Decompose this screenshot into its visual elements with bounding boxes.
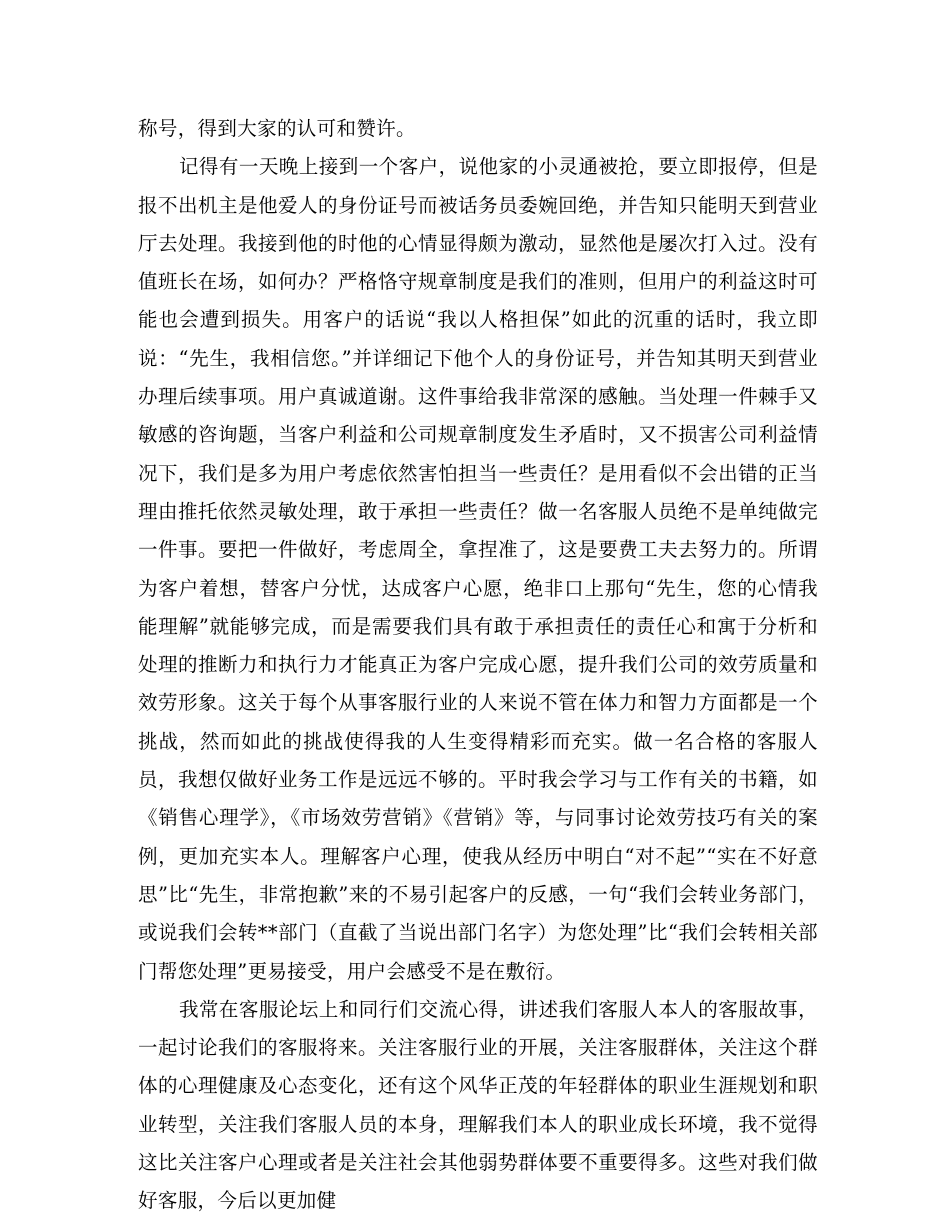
document-body: [138, 110, 818, 1221]
paragraph-forum-exchange: 我常在客服论坛上和同行们交流心得，讲述我们客服人本人的客服故事，一起讨论我们的客服将来。关注客服行业的开展，关注客服群体，关注这个群体的心理健康及心态变化，还有这个风华正茂的年轻群体的职业生涯规划和职业转型，关注我们客服人员的本身，理解我们本人的职业成长环境，我不觉得这比关注客户心理或者是关注社会其他弱势群体要不重要得多。这些对我们做好客服，今后以更加健: [138, 997, 818, 1213]
paragraph-customer-story: 记得有一天晚上接到一个客户，说他家的小灵通被抢，要立即报停，但是报不出机主是他爱人的身份证号而被话务员委婉回绝，并告知只能明天到营业厅去处理。我接到他的时他的心情显得颇为激动，显然他是屡次打入过。没有值班长在场，如何办？严格恪守规章制度是我们的准则，但用户的利益这时可能也会遭到损失。用客户的话说“我以人格担保”如此的沉重的话时，我立即说：“先生，我相信您。”并详细记下他个人的身份证号，并告知其明天到营业办理后续事项。用户真诚道谢。这件事给我非常深的感触。当处理一件棘手又敏感的咨询题，当客户利益和公司规章制度发生矛盾时，又不损害公司利益情况下，我们是多为用户考虑依然害怕担当一些责任？是用看似不会出错的正当理由推托依然灵敏处理，敢于承担一些责任？做一名客服人员绝不是单纯做完一件事。要把一件做好，考虑周全，拿捏准了，这是要费工夫去努力的。所谓为客户着想，替客户分忧，达成客户心愿，绝非口上那句“先生，您的心情我能理解”就能够完成，而是需要我们具有敢于承担责任的责任心和寓于分析和处理的推断力和执行力才能真正为客户完成心愿，提升我们公司的效劳质量和效劳形象。这关于每个从事客服行业的人来说不管在体力和智力方面都是一个挑战，然而如此的挑战使得我的人生变得精彩而充实。做一名合格的客服人员，我想仅做好业务工作是远远不够的。平时我会学习与工作有关的书籍，如《销售心理学》，《市场效劳营销》《营销》等，与同事讨论效劳技巧有关的案例，更加充实本人。理解客户心理，使我从经历中明白“对不起”“实在不好意思”比“先生，非常抱歉”来的不易引起客户的反感，一句“我们会转业务部门，或说我们会转**部门（直截了当说出部门名字）为您处理”比“我们会转相关部门帮您处理”更易接受，用户会感受不是在敷衍。: [138, 155, 818, 983]
paragraph-continuation: 称号，得到大家的认可和赞许。: [138, 117, 416, 140]
